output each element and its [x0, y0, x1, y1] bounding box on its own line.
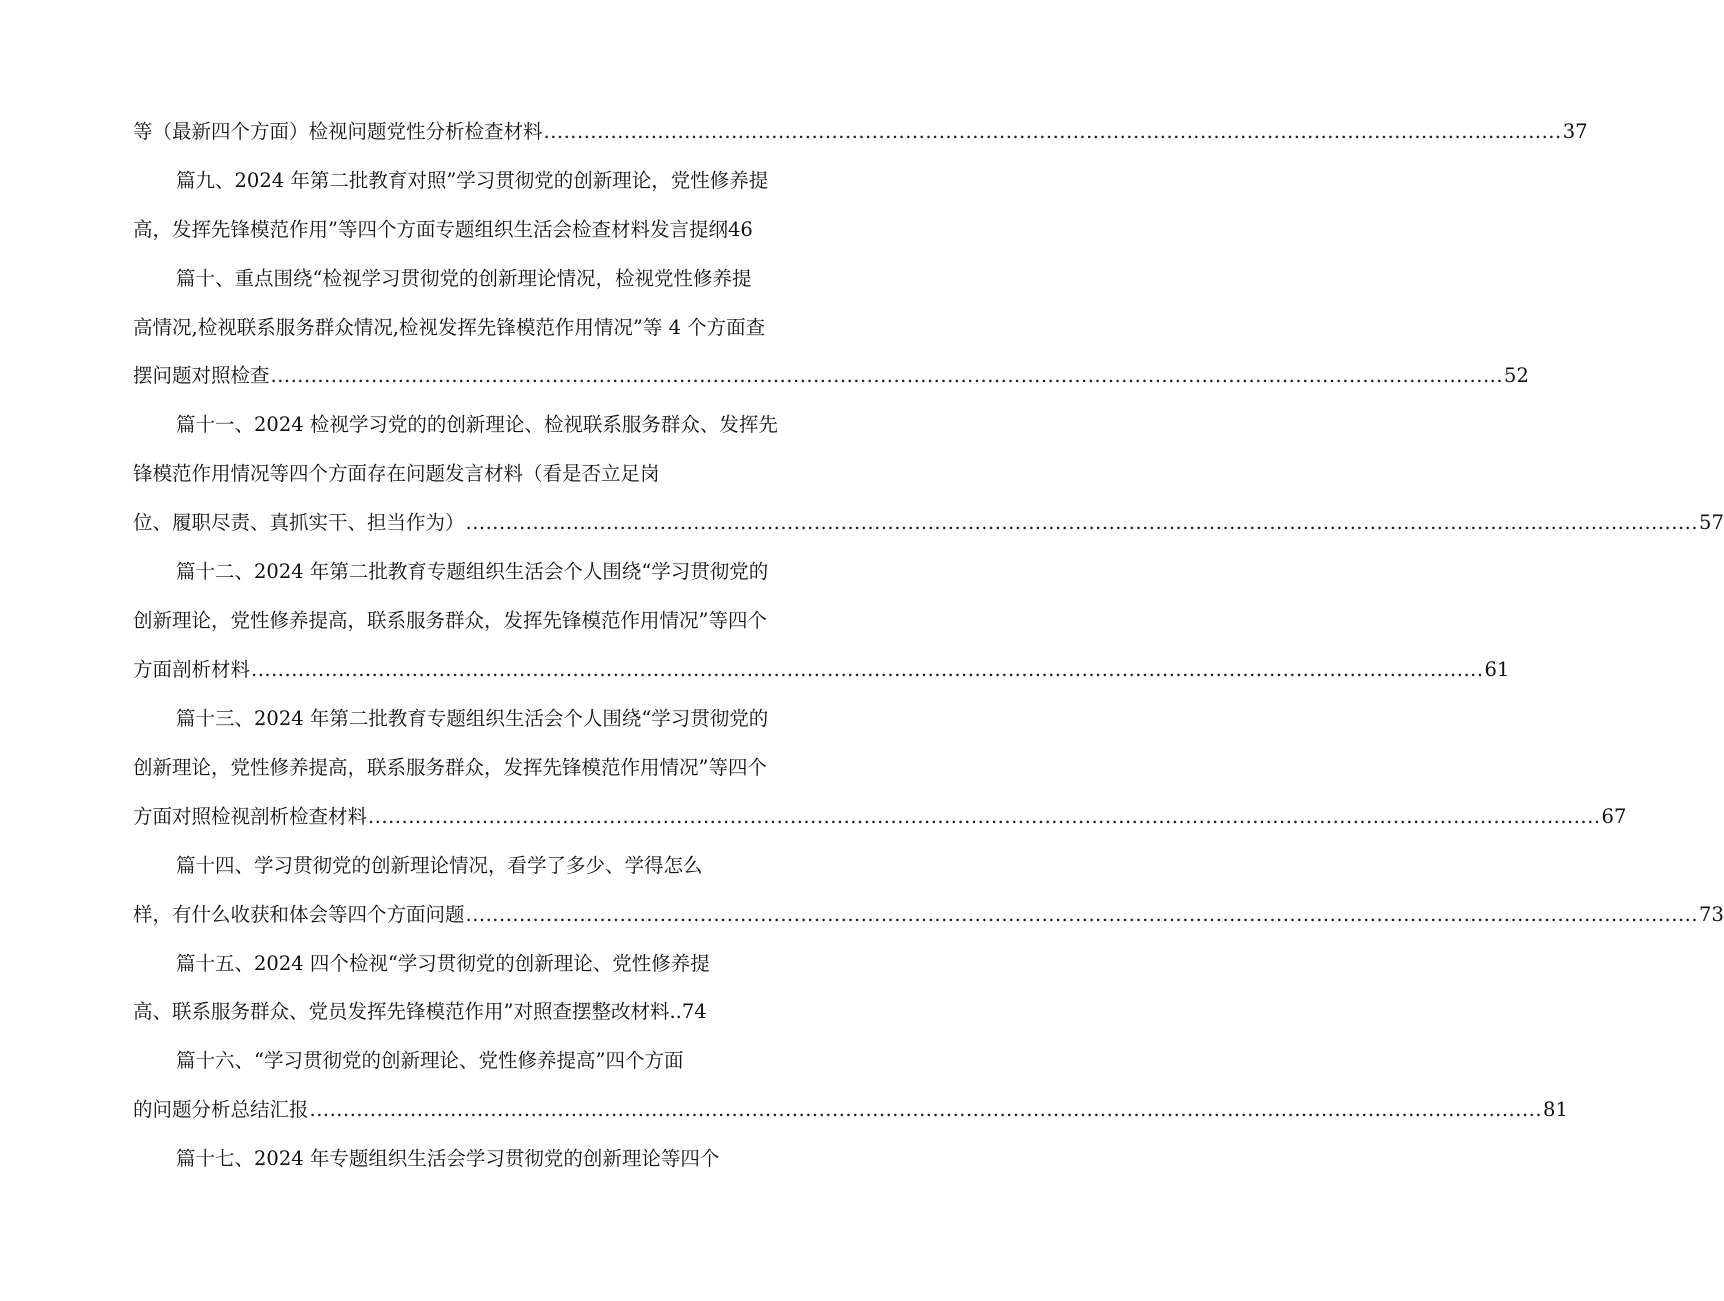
toc-entry-line: [133, 114, 1588, 150]
toc-entry-text: 样，有什么收获和体会等四个方面问题: [133, 903, 465, 926]
toc-entry-line: [133, 358, 1529, 394]
toc-entry-line: 高情况,检视联系服务群众情况,检视发挥先锋模范作用情况”等 4 个方面查: [133, 316, 766, 339]
toc-leader-dots: ........................................................................................................................................................................................: [270, 364, 1504, 387]
toc-entry-text: 位、履职尽责、真抓实干、担当作为）: [133, 511, 465, 534]
toc-page-number: 57: [1699, 511, 1724, 534]
toc-entry-line: 篇十、重点围绕“检视学习贯彻党的创新理论情况，检视党性修养提: [176, 267, 752, 290]
toc-entry-line: 篇十三、2024 年第二批教育专题组织生活会个人围绕“学习贯彻党的: [176, 707, 769, 730]
toc-leader-dots: ........................................................................................................................................................................................: [368, 805, 1601, 828]
toc-leader-dots: ........................................................................................................................................................................................: [465, 511, 1699, 534]
toc-entry-line: [133, 652, 1510, 688]
toc-entry-line: 锋模范作用情况等四个方面存在问题发言材料（看是否立足岗: [133, 462, 660, 485]
toc-entry-text: 的问题分析总结汇报: [133, 1098, 309, 1121]
toc-leader-dots: ........................................................................................................................................................................................: [309, 1098, 1543, 1121]
toc-entry-line: [133, 1092, 1568, 1128]
toc-entry-line: [133, 505, 1724, 541]
toc-entry-line: 高、联系服务群众、党员发挥先锋模范作用”对照查摆整改材料..74: [133, 1000, 707, 1023]
toc-leader-dots: ........................................................................................................................................................................................: [465, 903, 1699, 926]
toc-entry-line: 篇十六、“学习贯彻党的创新理论、党性修养提高”四个方面: [176, 1049, 684, 1072]
toc-page-number: 61: [1484, 658, 1510, 681]
toc-entry-text: 方面对照检视剖析检查材料: [133, 805, 368, 828]
toc-entry-text: 等（最新四个方面）检视问题党性分析检查材料: [133, 120, 543, 143]
toc-page-number: 73: [1699, 903, 1724, 926]
toc-page-number: 37: [1562, 120, 1588, 143]
toc-entry-line: 创新理论，党性修养提高，联系服务群众，发挥先锋模范作用情况”等四个: [133, 609, 767, 632]
toc-entry-line: 篇十五、2024 四个检视“学习贯彻党的创新理论、党性修养提: [176, 952, 710, 975]
toc-leader-dots: ........................................................................................................................................................................................: [251, 658, 1484, 681]
toc-entry-text: 方面剖析材料: [133, 658, 251, 681]
toc-page-number: 52: [1504, 364, 1529, 387]
toc-entry-line: 创新理论，党性修养提高，联系服务群众，发挥先锋模范作用情况”等四个: [133, 756, 767, 779]
toc-entry-line: 篇十七、2024 年专题组织生活会学习贯彻党的创新理论等四个: [176, 1147, 720, 1170]
toc-entry-line: 篇十二、2024 年第二批教育专题组织生活会个人围绕“学习贯彻党的: [176, 560, 769, 583]
toc-entry-line: [133, 799, 1627, 835]
toc-entry-line: 篇十一、2024 检视学习党的的创新理论、检视联系服务群众、发挥先: [176, 413, 778, 436]
toc-page-number: 81: [1543, 1098, 1568, 1121]
toc-entry-line: [133, 897, 1724, 933]
toc-entry-line: 高，发挥先锋模范作用”等四个方面专题组织生活会检查材料发言提纲46: [133, 218, 753, 241]
toc-leader-dots: ........................................................................................................................................................: [543, 120, 1562, 143]
toc-entry-line: 篇十四、学习贯彻党的创新理论情况，看学了多少、学得怎么: [176, 854, 703, 877]
toc-entry-text: 摆问题对照检查: [133, 364, 270, 387]
toc-entry-line: 篇九、2024 年第二批教育对照”学习贯彻党的创新理论，党性修养提: [176, 169, 769, 192]
toc-page-number: 67: [1601, 805, 1627, 828]
